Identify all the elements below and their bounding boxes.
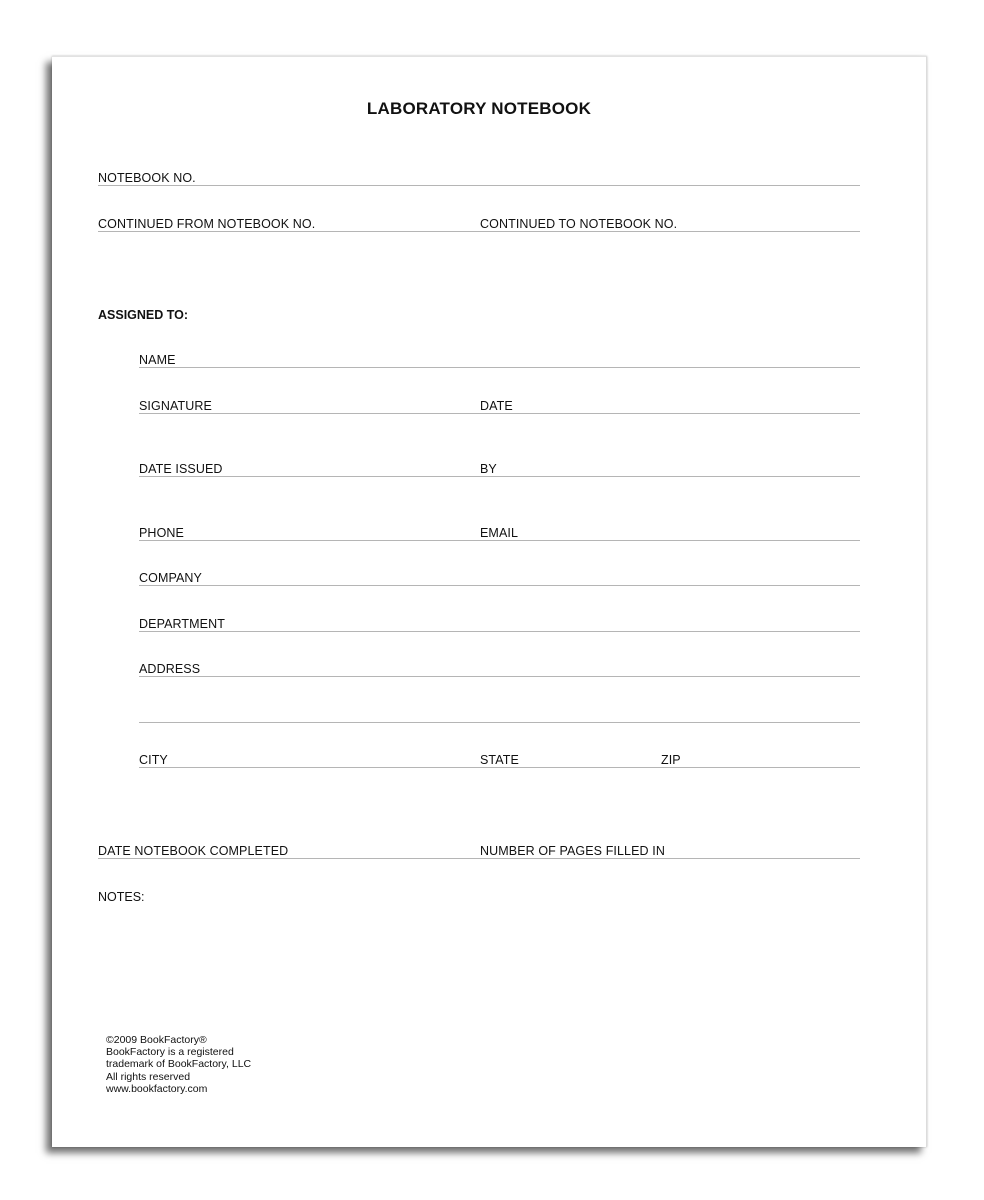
copyright-footer <box>106 1034 251 1095</box>
continued-to-label: CONTINUED TO NOTEBOOK NO. <box>480 217 678 231</box>
pages-filled-label: NUMBER OF PAGES FILLED IN <box>480 844 665 858</box>
date-label: DATE <box>480 399 513 413</box>
city-label: CITY <box>139 753 168 767</box>
department-label: DEPARTMENT <box>139 617 225 631</box>
notebook-no-field[interactable] <box>98 166 860 186</box>
email-label: EMAIL <box>480 526 519 540</box>
phone-label: PHONE <box>139 526 184 540</box>
pages-filled-field[interactable] <box>480 839 860 859</box>
city-field[interactable] <box>139 748 480 768</box>
continued-to-field[interactable] <box>480 212 860 232</box>
department-field[interactable] <box>139 612 860 632</box>
date-completed-field[interactable] <box>98 839 480 859</box>
assigned-to-heading: ASSIGNED TO: <box>98 308 189 322</box>
zip-field[interactable] <box>661 748 860 768</box>
address-field[interactable] <box>139 657 860 677</box>
address-line-2-field[interactable] <box>139 703 860 723</box>
footer-line: All rights reserved <box>106 1070 191 1083</box>
company-field[interactable] <box>139 566 860 586</box>
name-field[interactable] <box>139 348 860 368</box>
continued-from-label: CONTINUED FROM NOTEBOOK NO. <box>98 217 316 231</box>
state-field[interactable] <box>480 748 661 768</box>
state-label: STATE <box>480 753 519 767</box>
address-label: ADDRESS <box>139 662 201 676</box>
continued-from-field[interactable] <box>98 212 480 232</box>
phone-field[interactable] <box>139 521 480 541</box>
by-label: BY <box>480 462 497 476</box>
company-label: COMPANY <box>139 571 202 585</box>
page-title: LABORATORY NOTEBOOK <box>366 99 592 118</box>
by-field[interactable] <box>480 457 860 477</box>
name-label: NAME <box>139 353 176 367</box>
email-field[interactable] <box>480 521 860 541</box>
footer-line: trademark of BookFactory, LLC <box>106 1058 252 1071</box>
signature-field[interactable] <box>139 394 480 414</box>
date-issued-label: DATE ISSUED <box>139 462 223 476</box>
signature-label: SIGNATURE <box>139 399 212 413</box>
footer-url: www.bookfactory.com <box>106 1082 208 1095</box>
notebook-no-label: NOTEBOOK NO. <box>98 171 196 185</box>
notes-label: NOTES: <box>98 890 145 904</box>
footer-line: ©2009 BookFactory® <box>106 1034 207 1046</box>
date-field[interactable] <box>480 394 860 414</box>
zip-label: ZIP <box>661 753 681 767</box>
footer-line: BookFactory is a registered <box>106 1046 234 1059</box>
notebook-page <box>52 56 927 1147</box>
date-completed-label: DATE NOTEBOOK COMPLETED <box>98 844 289 858</box>
date-issued-field[interactable] <box>139 457 480 477</box>
